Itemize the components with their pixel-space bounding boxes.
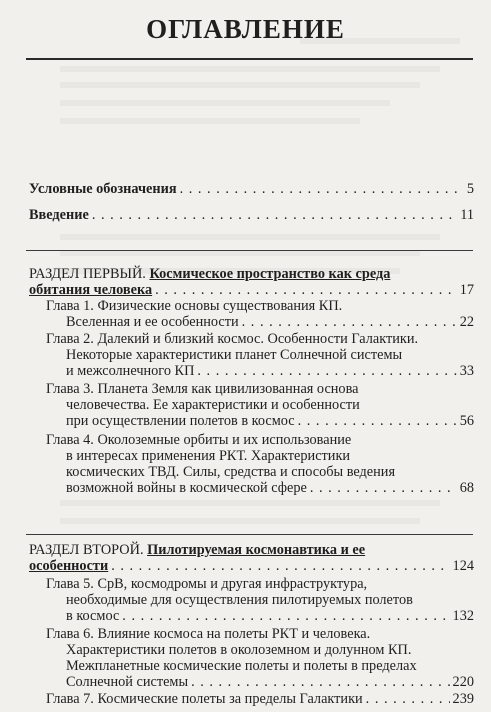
dot-leader xyxy=(242,314,457,330)
chapter-line: Межпланетные космические полеты и полеты в пределах xyxy=(66,658,417,674)
page-number: 33 xyxy=(459,363,474,379)
chapter-line: Глава 7. Космические полеты за пределы Галактики xyxy=(46,691,363,707)
chapter-line: необходимые для осуществления пилотируемых полетов xyxy=(66,592,413,608)
dot-leader xyxy=(122,608,449,624)
section-divider xyxy=(26,250,473,251)
chapter-line: человечества. Ее характеристики и особенности xyxy=(66,397,360,413)
toc-section-one[interactable] xyxy=(29,266,474,298)
dot-leader xyxy=(92,207,457,223)
chapter-line: Глава 2. Далекий и близкий космос. Особенности Галактики. xyxy=(46,331,419,347)
page-title: ОГЛАВЛЕНИЕ xyxy=(146,14,345,44)
section-prefix: РАЗДЕЛ ВТОРОЙ. xyxy=(29,542,144,558)
section-title-line2: обитания человека xyxy=(29,282,153,298)
chapter-line: и межсолнечного КП xyxy=(66,363,195,379)
toc-entry-symbols[interactable] xyxy=(29,181,474,197)
section-title-line2: особенности xyxy=(29,558,109,574)
dot-leader xyxy=(366,691,450,707)
page-number: 56 xyxy=(459,413,474,429)
chapter-line: Глава 6. Влияние космоса на полеты РКТ и человека. xyxy=(46,626,371,642)
page-number: 17 xyxy=(459,282,474,298)
chapter-line: при осуществлении полетов в космос xyxy=(66,413,295,429)
chapter-line: Глава 4. Околоземные орбиты и их использование xyxy=(46,432,352,448)
chapter-line: Некоторые характеристики планет Солнечной системы xyxy=(66,347,403,363)
toc-entry-introduction[interactable] xyxy=(29,207,474,223)
section-title-line1: Пилотируемая космонавтика и ее xyxy=(147,542,366,558)
toc-chapter-6[interactable] xyxy=(29,626,474,690)
dot-leader xyxy=(191,674,449,690)
chapter-line: Вселенная и ее особенности xyxy=(66,314,239,330)
dot-leader xyxy=(310,480,457,496)
dot-leader xyxy=(197,363,456,379)
chapter-line: Глава 1. Физические основы существования КП. xyxy=(46,298,343,314)
dot-leader xyxy=(111,558,449,574)
section-title-line1: Космическое пространство как среда xyxy=(149,266,391,282)
page-number: 22 xyxy=(459,314,474,330)
toc-chapter-7[interactable] xyxy=(29,691,474,707)
toc-chapter-5[interactable] xyxy=(29,576,474,624)
page-number: 11 xyxy=(460,207,474,223)
dot-leader xyxy=(155,282,457,298)
chapter-line: Характеристики полетов в околоземном и долунном КП. xyxy=(66,642,412,658)
chapter-line: в космос xyxy=(66,608,120,624)
page-number: 124 xyxy=(452,558,474,574)
page-number: 220 xyxy=(452,674,474,690)
chapter-line: Солнечной системы xyxy=(66,674,189,690)
chapter-line: Глава 5. СрВ, космодромы и другая инфраструктура, xyxy=(46,576,368,592)
title-rule xyxy=(26,58,473,60)
toc-chapter-2[interactable] xyxy=(29,331,474,379)
toc-chapter-1[interactable] xyxy=(29,298,474,330)
page-number: 132 xyxy=(452,608,474,624)
dot-leader xyxy=(180,181,464,197)
toc-entry-label: Условные обозначения xyxy=(29,181,177,197)
section-divider xyxy=(26,534,473,535)
dot-leader xyxy=(298,413,457,429)
toc-chapter-3[interactable] xyxy=(29,381,474,429)
toc-section-two[interactable] xyxy=(29,542,474,574)
page-number: 5 xyxy=(466,181,474,197)
chapter-line: в интересах применения РКТ. Характеристики xyxy=(66,448,351,464)
chapter-line: Глава 3. Планета Земля как цивилизованная основа xyxy=(46,381,359,397)
toc-entry-label: Введение xyxy=(29,207,89,223)
section-prefix: РАЗДЕЛ ПЕРВЫЙ. xyxy=(29,266,146,282)
chapter-line: космических ТВД. Силы, средства и способы ведения xyxy=(66,464,396,480)
page-number: 68 xyxy=(459,480,474,496)
toc-chapter-4[interactable] xyxy=(29,432,474,496)
chapter-line: возможной войны в космической сфере xyxy=(66,480,307,496)
page-number: 239 xyxy=(452,691,474,707)
